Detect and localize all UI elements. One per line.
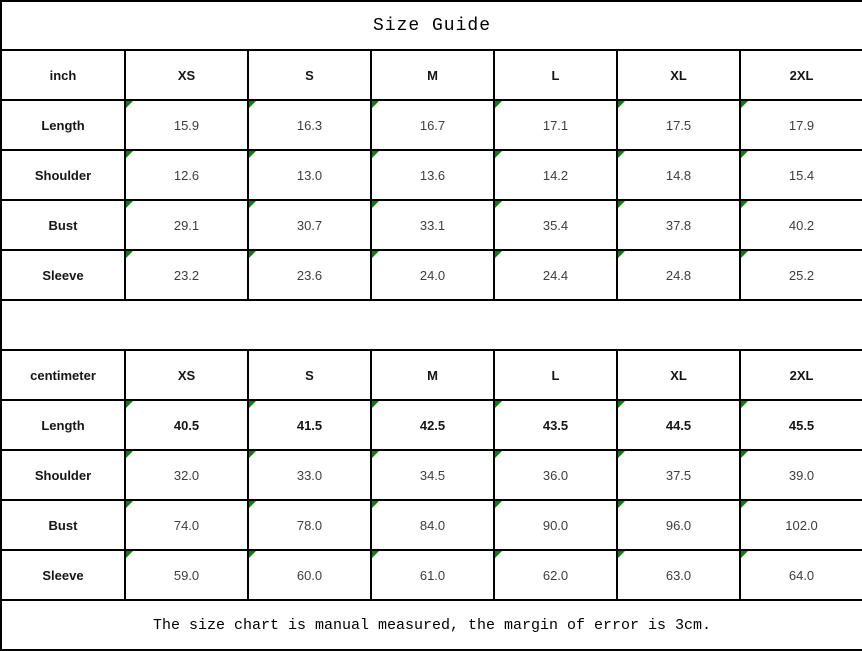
cell-corner-flag-icon [618, 151, 625, 158]
measurement-value: 37.5 [665, 467, 692, 483]
measurement-value: 33.0 [296, 467, 323, 483]
measurement-value: 39.0 [788, 467, 815, 483]
cell-corner-flag-icon [741, 401, 748, 408]
cell-corner-flag-icon [495, 551, 502, 558]
measurement-value: 25.2 [788, 267, 815, 283]
cell-corner-flag-icon [618, 451, 625, 458]
measurement-value: 74.0 [173, 517, 200, 533]
measurement-label: Bust [1, 500, 125, 550]
cell-corner-flag-icon [495, 501, 502, 508]
measurement-value-cell [125, 450, 248, 500]
measurement-value-cell [617, 400, 740, 450]
cell-corner-flag-icon [495, 201, 502, 208]
measurement-row [1, 500, 862, 550]
measurement-value-cell [371, 550, 494, 600]
measurement-value-cell [248, 150, 371, 200]
measurement-row [1, 550, 862, 600]
cell-corner-flag-icon [126, 101, 133, 108]
size-column-header: L [494, 50, 617, 100]
measurement-value-cell [494, 500, 617, 550]
measurement-value-cell [740, 250, 862, 300]
cell-corner-flag-icon [126, 201, 133, 208]
cell-corner-flag-icon [618, 551, 625, 558]
measurement-value: 40.5 [173, 417, 200, 433]
measurement-value: 32.0 [173, 467, 200, 483]
measurement-row [1, 400, 862, 450]
measurement-value-cell [494, 250, 617, 300]
measurement-value: 14.8 [665, 167, 692, 183]
measurement-value: 62.0 [542, 567, 569, 583]
measurement-value: 13.6 [419, 167, 446, 183]
measurement-value-cell [494, 200, 617, 250]
measurement-row [1, 150, 862, 200]
measurement-value-cell [125, 100, 248, 150]
measurement-value: 59.0 [173, 567, 200, 583]
measurement-label: Bust [1, 200, 125, 250]
measurement-value-cell [371, 150, 494, 200]
measurement-value: 16.7 [419, 117, 446, 133]
cell-corner-flag-icon [249, 551, 256, 558]
measurement-value: 78.0 [296, 517, 323, 533]
measurement-value: 24.0 [419, 267, 446, 283]
measurement-value: 63.0 [665, 567, 692, 583]
measurement-value: 64.0 [788, 567, 815, 583]
measurement-value-cell [248, 500, 371, 550]
measurement-value-cell [371, 100, 494, 150]
measurement-value: 34.5 [419, 467, 446, 483]
measurement-label: Sleeve [1, 550, 125, 600]
page-title: Size Guide [1, 1, 862, 50]
measurement-value-cell [371, 450, 494, 500]
cell-corner-flag-icon [495, 451, 502, 458]
measurement-value-cell [740, 150, 862, 200]
measurement-value: 60.0 [296, 567, 323, 583]
size-column-header: XS [125, 350, 248, 400]
cell-corner-flag-icon [741, 251, 748, 258]
cell-corner-flag-icon [126, 501, 133, 508]
measurement-value: 15.9 [173, 117, 200, 133]
cell-corner-flag-icon [495, 401, 502, 408]
cell-corner-flag-icon [372, 151, 379, 158]
measurement-value: 30.7 [296, 217, 323, 233]
cell-corner-flag-icon [741, 151, 748, 158]
measurement-value-cell [740, 500, 862, 550]
size-column-header: XL [617, 350, 740, 400]
measurement-value-cell [617, 500, 740, 550]
measurement-value: 43.5 [542, 417, 569, 433]
measurement-value: 33.1 [419, 217, 446, 233]
cell-corner-flag-icon [495, 151, 502, 158]
cell-corner-flag-icon [372, 551, 379, 558]
footer-row [1, 600, 862, 650]
measurement-value-cell [740, 550, 862, 600]
measurement-label: Shoulder [1, 150, 125, 200]
cell-corner-flag-icon [126, 251, 133, 258]
cell-corner-flag-icon [741, 551, 748, 558]
measurement-value-cell [617, 550, 740, 600]
measurement-value-cell [371, 400, 494, 450]
measurement-value: 24.4 [542, 267, 569, 283]
cell-corner-flag-icon [249, 251, 256, 258]
measurement-value-cell [494, 150, 617, 200]
cell-corner-flag-icon [741, 501, 748, 508]
size-column-header: S [248, 350, 371, 400]
measurement-value: 96.0 [665, 517, 692, 533]
measurement-value-cell [125, 200, 248, 250]
cell-corner-flag-icon [372, 501, 379, 508]
measurement-value: 102.0 [785, 517, 818, 533]
cell-corner-flag-icon [618, 501, 625, 508]
size-header-row [1, 50, 862, 100]
measurement-value-cell [248, 200, 371, 250]
measurement-value-cell [617, 150, 740, 200]
measurement-value: 24.8 [665, 267, 692, 283]
measurement-value-cell [248, 450, 371, 500]
measurement-value: 44.5 [665, 417, 692, 433]
size-column-header: 2XL [740, 350, 862, 400]
cell-corner-flag-icon [741, 201, 748, 208]
size-column-header: M [371, 50, 494, 100]
measurement-value-cell [125, 400, 248, 450]
size-column-header: XL [617, 50, 740, 100]
measurement-value-cell [371, 200, 494, 250]
cell-corner-flag-icon [249, 101, 256, 108]
cell-corner-flag-icon [495, 101, 502, 108]
centimeter-table-section [1, 350, 862, 600]
cell-corner-flag-icon [249, 151, 256, 158]
measurement-value-cell [125, 500, 248, 550]
measurement-value-cell [248, 400, 371, 450]
measurement-value: 16.3 [296, 117, 323, 133]
measurement-row [1, 450, 862, 500]
measurement-value-cell [494, 450, 617, 500]
measurement-value-cell [125, 250, 248, 300]
measurement-row [1, 250, 862, 300]
cell-corner-flag-icon [249, 201, 256, 208]
spacer-cell [1, 300, 862, 350]
cell-corner-flag-icon [249, 451, 256, 458]
measurement-value-cell [494, 400, 617, 450]
cell-corner-flag-icon [372, 401, 379, 408]
measurement-value-cell [617, 450, 740, 500]
measurement-value: 40.2 [788, 217, 815, 233]
cell-corner-flag-icon [618, 101, 625, 108]
inch-table-section [1, 50, 862, 300]
measurement-value-cell [740, 400, 862, 450]
cell-corner-flag-icon [372, 251, 379, 258]
cell-corner-flag-icon [372, 101, 379, 108]
measurement-value-cell [740, 200, 862, 250]
cell-corner-flag-icon [126, 151, 133, 158]
measurement-value-cell [125, 550, 248, 600]
measurement-value: 23.2 [173, 267, 200, 283]
measurement-value: 13.0 [296, 167, 323, 183]
cell-corner-flag-icon [618, 401, 625, 408]
cell-corner-flag-icon [372, 451, 379, 458]
footer-note: The size chart is manual measured, the margin of error is 3cm. [1, 600, 862, 650]
size-header-row [1, 350, 862, 400]
size-column-header: M [371, 350, 494, 400]
measurement-value: 23.6 [296, 267, 323, 283]
measurement-value: 37.8 [665, 217, 692, 233]
size-column-header: XS [125, 50, 248, 100]
measurement-value: 42.5 [419, 417, 446, 433]
measurement-value-cell [617, 250, 740, 300]
measurement-value: 29.1 [173, 217, 200, 233]
measurement-value-cell [494, 550, 617, 600]
measurement-value-cell [248, 550, 371, 600]
measurement-value-cell [371, 500, 494, 550]
cell-corner-flag-icon [249, 401, 256, 408]
size-column-header: 2XL [740, 50, 862, 100]
measurement-label: Sleeve [1, 250, 125, 300]
measurement-value: 17.9 [788, 117, 815, 133]
measurement-value: 12.6 [173, 167, 200, 183]
measurement-value-cell [248, 250, 371, 300]
measurement-label: Length [1, 100, 125, 150]
cell-corner-flag-icon [126, 401, 133, 408]
measurement-value: 17.1 [542, 117, 569, 133]
measurement-value: 61.0 [419, 567, 446, 583]
measurement-value: 17.5 [665, 117, 692, 133]
cell-corner-flag-icon [618, 251, 625, 258]
size-column-header: L [494, 350, 617, 400]
cell-corner-flag-icon [126, 551, 133, 558]
measurement-row [1, 200, 862, 250]
cell-corner-flag-icon [618, 201, 625, 208]
measurement-value: 15.4 [788, 167, 815, 183]
cell-corner-flag-icon [741, 451, 748, 458]
measurement-value-cell [740, 100, 862, 150]
measurement-value: 35.4 [542, 217, 569, 233]
unit-label: inch [1, 50, 125, 100]
measurement-value: 90.0 [542, 517, 569, 533]
measurement-value-cell [371, 250, 494, 300]
measurement-value-cell [617, 200, 740, 250]
cell-corner-flag-icon [741, 101, 748, 108]
measurement-row [1, 100, 862, 150]
measurement-value: 41.5 [296, 417, 323, 433]
measurement-value-cell [494, 100, 617, 150]
measurement-value: 36.0 [542, 467, 569, 483]
measurement-value-cell [740, 450, 862, 500]
spacer-row [1, 300, 862, 350]
measurement-value: 14.2 [542, 167, 569, 183]
measurement-label: Length [1, 400, 125, 450]
measurement-value-cell [248, 100, 371, 150]
measurement-label: Shoulder [1, 450, 125, 500]
measurement-value-cell [617, 100, 740, 150]
unit-label: centimeter [1, 350, 125, 400]
measurement-value: 45.5 [788, 417, 815, 433]
cell-corner-flag-icon [495, 251, 502, 258]
cell-corner-flag-icon [126, 451, 133, 458]
measurement-value: 84.0 [419, 517, 446, 533]
measurement-value-cell [125, 150, 248, 200]
title-row [1, 1, 862, 50]
size-column-header: S [248, 50, 371, 100]
cell-corner-flag-icon [249, 501, 256, 508]
cell-corner-flag-icon [372, 201, 379, 208]
